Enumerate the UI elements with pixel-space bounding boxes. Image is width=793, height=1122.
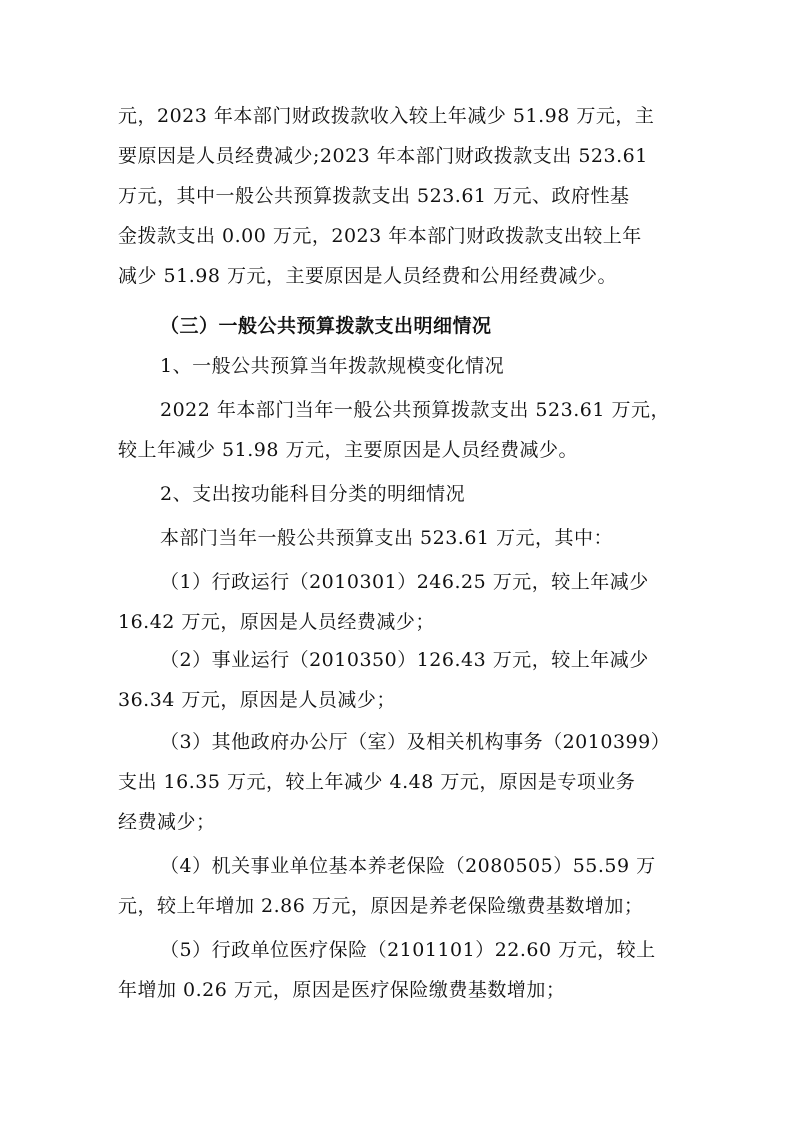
text-line: 元，较上年增加 2.86 万元，原因是养老保险缴费基数增加； bbox=[118, 895, 644, 917]
text-line: 年增加 0.26 万元，原因是医疗保险缴费基数增加； bbox=[118, 979, 566, 1001]
subheading-text: 2、支出按功能科目分类的明细情况 bbox=[160, 483, 466, 505]
text-line: 元，2023 年本部门财政拨款收入较上年减少 51.98 万元，主 bbox=[118, 105, 655, 127]
text-line: 减少 51.98 万元，主要原因是人员经费和公用经费减少。 bbox=[118, 265, 617, 287]
text-line: 2022 年本部门当年一般公共预算拨款支出 523.61 万元， bbox=[160, 399, 670, 421]
text-line: （3）其他政府办公厅（室）及相关机构事务（2010399） bbox=[160, 731, 671, 753]
list-item-1 bbox=[118, 562, 678, 642]
text-line: 金拨款支出 0.00 万元，2023 年本部门财政拨款支出较上年 bbox=[118, 225, 642, 247]
text-line: 本部门当年一般公共预算支出 523.61 万元，其中： bbox=[160, 527, 614, 549]
text-line: （5）行政单位医疗保险（2101101）22.60 万元，较上 bbox=[160, 939, 656, 961]
text-line: （1）行政运行（2010301）246.25 万元，较上年减少 bbox=[160, 571, 649, 593]
text-line: 较上年减少 51.98 万元，主要原因是人员经费减少。 bbox=[118, 439, 578, 461]
text-line: 16.42 万元，原因是人员经费减少； bbox=[118, 611, 435, 633]
text-line: 要原因是人员经费减少;2023 年本部门财政拨款支出 523.61 bbox=[118, 145, 648, 167]
text-line: 经费减少； bbox=[118, 811, 216, 833]
list-item-5 bbox=[118, 930, 678, 1010]
text-line: 支出 16.35 万元，较上年减少 4.48 万元，原因是专项业务 bbox=[118, 771, 636, 793]
text-line: （2）事业运行（2010350）126.43 万元，较上年减少 bbox=[160, 649, 649, 671]
subheading-2 bbox=[118, 474, 678, 514]
paragraph-budget-scale-change bbox=[118, 390, 678, 470]
paragraph-fiscal-allocation-summary bbox=[118, 96, 678, 296]
paragraph-expenditure-total bbox=[118, 518, 678, 558]
subheading-1 bbox=[118, 346, 678, 386]
list-item-4 bbox=[118, 846, 678, 926]
list-item-3 bbox=[118, 722, 678, 842]
subheading-text: 1、一般公共预算当年拨款规模变化情况 bbox=[160, 355, 505, 377]
section-heading bbox=[118, 306, 678, 346]
list-item-2 bbox=[118, 640, 678, 720]
text-line: 36.34 万元，原因是人员减少； bbox=[118, 689, 396, 711]
text-line: 万元，其中一般公共预算拨款支出 523.61 万元、政府性基 bbox=[118, 185, 630, 207]
heading-text: （三）一般公共预算拨款支出明细情况 bbox=[160, 315, 492, 337]
text-line: （4）机关事业单位基本养老保险（2080505）55.59 万 bbox=[160, 855, 656, 877]
